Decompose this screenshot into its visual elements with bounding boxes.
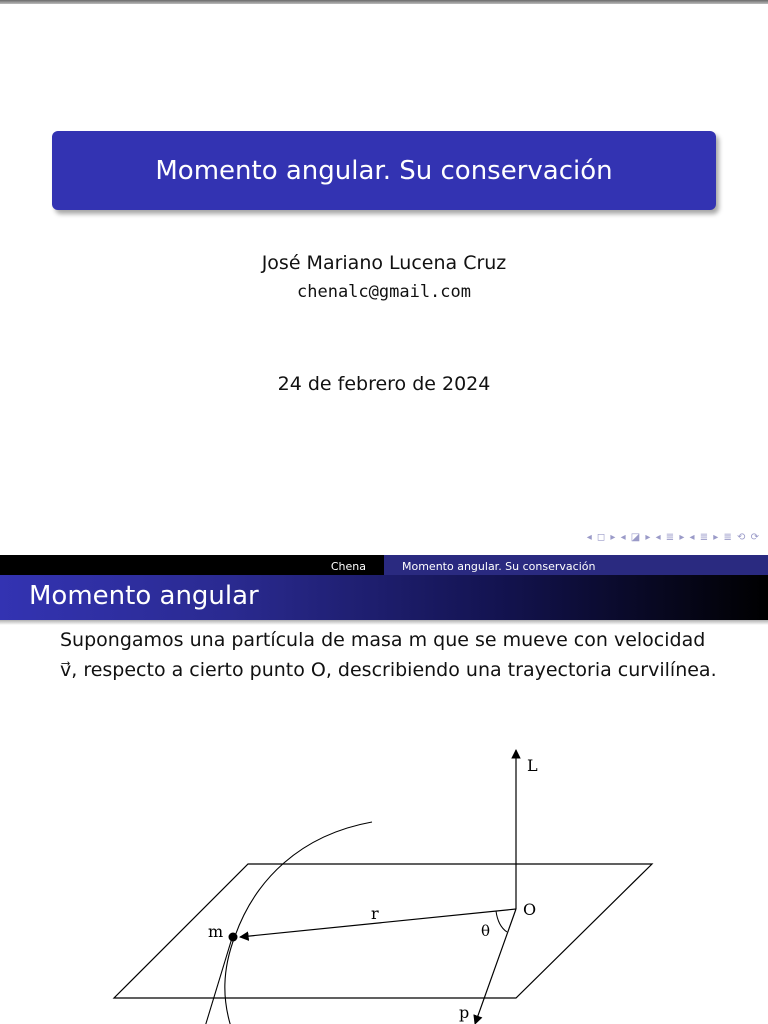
plane-parallelogram: [114, 864, 652, 998]
label-O: O: [523, 900, 537, 919]
author-email[interactable]: chenalc@gmail.com: [297, 282, 471, 302]
frame-title-bar: [0, 575, 768, 620]
label-theta: θ: [481, 922, 491, 940]
author-name: José Mariano Lucena Cruz: [261, 252, 507, 274]
label-r: r: [371, 904, 379, 923]
label-p: p: [459, 1003, 470, 1022]
presentation-title: Momento angular. Su conservación: [155, 155, 613, 186]
angular-momentum-diagram: [0, 740, 768, 1024]
tangent-line: [204, 938, 232, 1024]
headline-title-section: [384, 555, 768, 575]
theta-angle-arc: [496, 911, 507, 932]
headline-title: Momento angular. Su conservación: [402, 560, 596, 573]
title-slide: [0, 4, 768, 555]
slide-headline: [0, 555, 768, 575]
label-L: L: [527, 756, 538, 775]
navigation-symbols[interactable]: ◂ ◻ ▸ ◂ ◪ ▸ ◂ ≣ ▸ ◂ ≣ ▸ ≣ ⟲ ⟳: [586, 532, 760, 543]
body-paragraph: Supongamos una partícula de masa m que se mueve con velocidad v⃗, respecto a cierto punto O, describiendo una trayectoria curvilínea.: [60, 629, 717, 681]
title-box: [52, 131, 716, 210]
headline-author: Chena: [330, 560, 366, 573]
label-m: m: [208, 922, 224, 941]
presentation-date: 24 de febrero de 2024: [277, 373, 491, 395]
particle-m: [229, 933, 238, 942]
trajectory-curve: [225, 822, 372, 1024]
frame-title: Momento angular: [29, 581, 259, 611]
headline-author-section: [0, 555, 384, 575]
